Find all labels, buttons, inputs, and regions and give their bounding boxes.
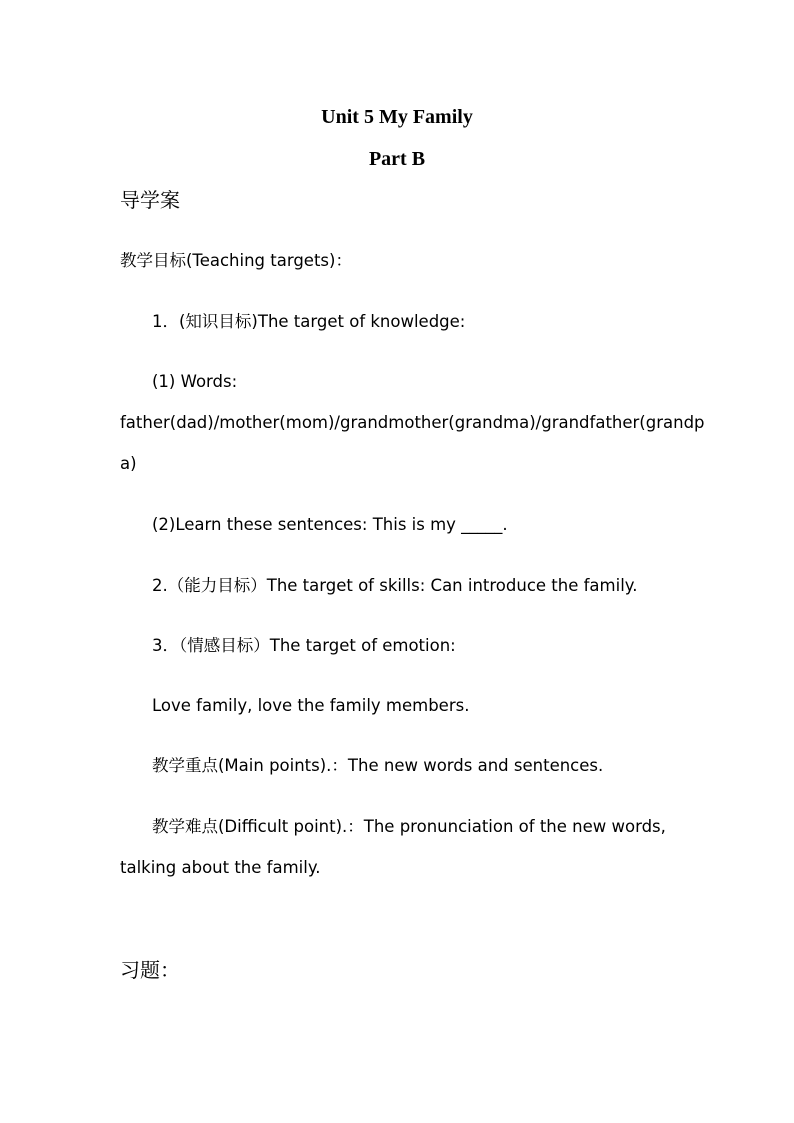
words-list-line-1: father(dad)/mother(mom)/grandmother(grandma)/grandfather(grandp <box>120 413 705 432</box>
main-points: 教学重点(Main points).：The new words and sentences. <box>152 756 604 775</box>
words-label: (1) Words: <box>152 372 238 391</box>
sentences-target: (2)Learn these sentences: This is my _____. <box>152 515 508 534</box>
skills-target: 2.（能力目标）The target of skills: Can introduce the family. <box>152 576 638 595</box>
section-heading-exercises: 习题： <box>120 958 180 982</box>
difficult-point-line-1: 教学难点(Difficult point).：The pronunciation of the new words, <box>152 817 666 836</box>
words-list-line-2: a) <box>120 454 137 473</box>
emotion-text: Love family, love the family members. <box>152 696 470 715</box>
page-title: Unit 5 My Family <box>321 106 473 128</box>
difficult-point-line-2: talking about the family. <box>120 858 321 877</box>
teaching-targets-label: 教学目标(Teaching targets)： <box>120 251 352 270</box>
knowledge-target: 1．(知识目标)The target of knowledge: <box>152 312 466 331</box>
section-heading-guide: 导学案 <box>120 188 180 212</box>
emotion-target: 3．（情感目标）The target of emotion: <box>152 636 456 655</box>
page-subtitle: Part B <box>368 148 426 170</box>
